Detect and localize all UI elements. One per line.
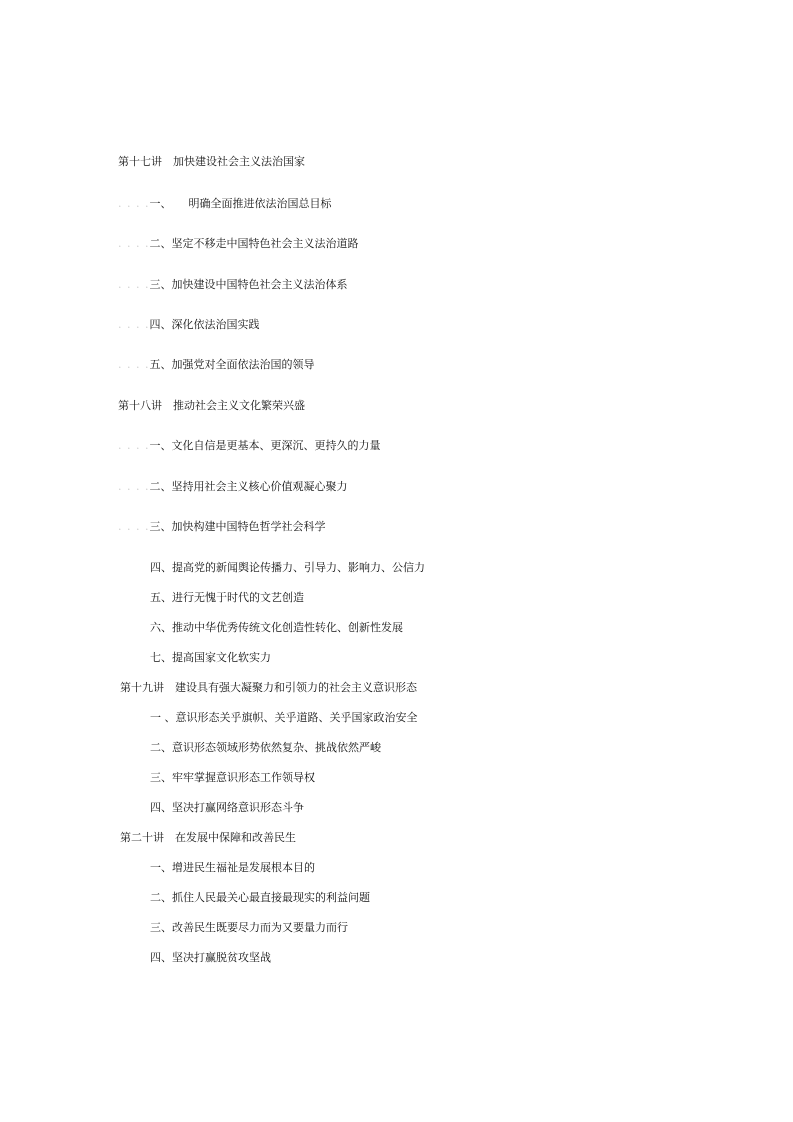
item-number: 一、 — [149, 439, 172, 452]
item-text: 加快构建中国特色哲学社会科学 — [171, 520, 326, 533]
item-text: 明确全面推进依法治国总目标 — [188, 197, 332, 210]
dot-leader: . . . . — [118, 358, 150, 371]
section-number: 第二十讲 — [120, 831, 164, 844]
item-text: 坚决打赢网络意识形态斗争 — [172, 801, 304, 814]
list-item-17-5 — [118, 358, 314, 372]
item-text: 提高党的新闻舆论传播力、引导力、影响力、公信力 — [172, 561, 425, 574]
item-text: 文化自信是更基本、更深沉、更持久的力量 — [171, 439, 381, 452]
item-text: 牢牢掌握意识形态工作领导权 — [172, 771, 315, 784]
item-number: 一 、 — [150, 711, 176, 724]
list-item-19-4 — [150, 801, 304, 815]
list-item-18-7 — [150, 651, 271, 665]
item-text: 意识形态领域形势依然复杂、挑战依然严峻 — [172, 741, 381, 754]
list-item-18-4 — [150, 561, 425, 575]
item-text: 抓住人民最关心最直接最现实的利益问题 — [172, 891, 370, 904]
dot-leader: . . . . — [118, 439, 150, 452]
section-number: 第十七讲 — [118, 155, 162, 168]
item-text: 提高国家文化软实力 — [172, 651, 271, 664]
list-item-20-1 — [150, 861, 315, 875]
item-number: 二、 — [149, 237, 172, 250]
item-number: 六、 — [150, 621, 172, 634]
section-title: 加快建设社会主义法治国家 — [173, 155, 305, 168]
item-number: 三、 — [149, 278, 172, 291]
list-item-18-1 — [118, 439, 380, 453]
item-text: 坚定不移走中国特色社会主义法治道路 — [171, 237, 359, 250]
section-number: 第十九讲 — [120, 681, 164, 694]
section-heading-20 — [120, 831, 296, 845]
list-item-17-2 — [118, 237, 358, 251]
section-heading-19 — [120, 681, 417, 695]
item-number: 五、 — [150, 591, 172, 604]
section-title: 建设具有强大凝聚力和引领力的社会主义意识形态 — [175, 681, 417, 694]
dot-leader: . . . . — [118, 318, 150, 331]
item-text: 加快建设中国特色社会主义法治体系 — [171, 278, 348, 291]
item-text: 坚持用社会主义核心价值观凝心聚力 — [171, 480, 348, 493]
dot-leader: . . . . — [118, 237, 150, 250]
item-text: 意识形态关乎旗帜、关乎道路、关乎国家政治安全 — [175, 711, 418, 724]
dot-leader: . . . . — [118, 520, 150, 533]
section-title: 推动社会主义文化繁荣兴盛 — [173, 399, 305, 412]
dot-leader: . . . . — [118, 197, 150, 210]
item-number: 四、 — [150, 561, 172, 574]
item-text: 改善民生既要尽力而为又要量力而行 — [172, 921, 348, 934]
list-item-17-4 — [118, 318, 259, 332]
section-number: 第十八讲 — [118, 399, 162, 412]
item-number: 一、 — [149, 197, 172, 210]
list-item-19-2 — [150, 741, 381, 755]
item-number: 二、 — [150, 741, 172, 754]
item-text: 进行无愧于时代的文艺创造 — [172, 591, 304, 604]
item-number: 五、 — [149, 358, 172, 371]
item-number: 三、 — [150, 921, 172, 934]
section-heading-18 — [118, 399, 305, 413]
item-text: 增进民生福祉是发展根本目的 — [172, 861, 315, 874]
list-item-19-3 — [150, 771, 315, 785]
list-item-20-3 — [150, 921, 348, 935]
item-number: 四、 — [149, 318, 172, 331]
item-number: 二、 — [150, 891, 172, 904]
item-number: 三、 — [149, 520, 172, 533]
item-text: 推动中华优秀传统文化创造性转化、创新性发展 — [172, 621, 403, 634]
list-item-18-2 — [118, 480, 347, 494]
item-text: 加强党对全面依法治国的领导 — [171, 358, 315, 371]
item-text: 坚决打赢脱贫攻坚战 — [172, 951, 271, 964]
item-number: 三、 — [150, 771, 172, 784]
list-item-18-3 — [118, 520, 325, 534]
list-item-20-4 — [150, 951, 271, 965]
section-title: 在发展中保障和改善民生 — [175, 831, 296, 844]
item-number: 一、 — [150, 861, 172, 874]
item-number: 七、 — [150, 651, 172, 664]
list-item-20-2 — [150, 891, 370, 905]
dot-leader: . . . . — [118, 278, 150, 291]
list-item-19-1 — [150, 711, 418, 725]
item-text: 深化依法治国实践 — [171, 318, 260, 331]
item-number: 四、 — [150, 951, 172, 964]
list-item-18-5 — [150, 591, 304, 605]
item-number: 二、 — [149, 480, 172, 493]
dot-leader: . . . . — [118, 480, 150, 493]
section-heading-17 — [118, 155, 305, 169]
list-item-18-6 — [150, 621, 403, 635]
item-number: 四、 — [150, 801, 172, 814]
list-item-17-3 — [118, 278, 347, 292]
list-item-17-1 — [118, 197, 331, 211]
